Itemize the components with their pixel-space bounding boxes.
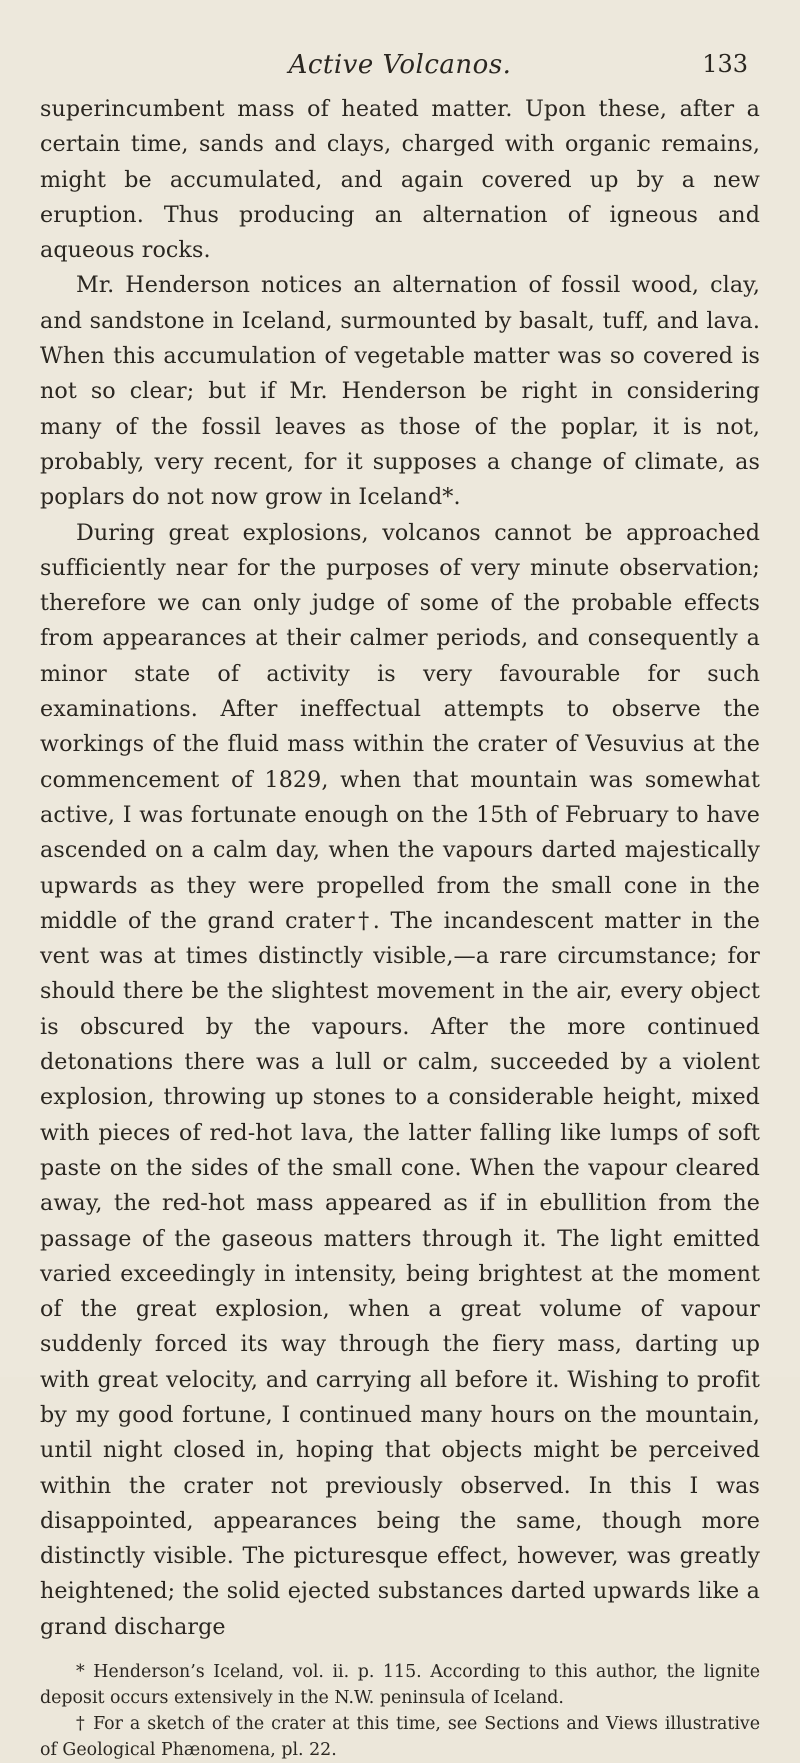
footnotes: [40, 1659, 760, 1763]
running-title: Active Volcanos.: [288, 50, 512, 80]
body-text: [40, 92, 760, 1645]
paragraph-explosions: During great explosions, volcanos cannot be approached sufficiently near for the purposes of very minute observation; therefore we can only judge of some of the probable effects from appearances at their calmer periods, and consequently a minor state of activity is very favourable for such examinations. After ineffectual attempts to observe the workings of the fluid mass within the crater of Vesuvius at the commencement of 1829, when that mountain was somewhat active, I was fortunate enough on the 15th of February to have ascended on a calm day, when the vapours darted majestically upwards as they were propelled from the small cone in the middle of the grand crater†. The incandescent matter in the vent was at times distinctly visible,—a rare circumstance; for should there be the slightest movement in the air, every object is obscured by the vapours. After the more continued detonations there was a lull or calm, succeeded by a violent explosion, throwing up stones to a considerable height, mixed with pieces of red-hot lava, the latter falling like lumps of soft paste on the sides of the small cone. When the vapour cleared away, the red-hot mass appeared as if in ebullition from the passage of the gaseous matters through it. The light emitted varied exceedingly in intensity, being brightest at the moment of the great explosion, when a great volume of vapour suddenly forced its way through the fiery mass, darting up with great velocity, and carrying all before it. Wishing to profit by my good fortune, I continued many hours on the mountain, until night closed in, hoping that objects might be perceived within the crater not previously observed. In this I was disappointed, appearances being the same, though more distinctly visible. The picturesque effect, however, was greatly heightened; the solid ejected substances darted upwards like a grand discharge: [40, 519, 760, 1640]
footnote-dagger: † For a sketch of the crater at this time, see Sections and Views illustrative of Geological Phænomena, pl. 22.: [40, 1714, 760, 1761]
running-header: [40, 50, 760, 84]
paragraph-continued: superincumbent mass of heated matter. Upon these, after a certain time, sands and clays, charged with organic remains, might be accumulated, and again covered up by a new eruption. Thus producing an alternation of igneous and aqueous rocks.: [40, 96, 760, 264]
page-number: 133: [702, 50, 748, 78]
footnote-spacer: [40, 1645, 760, 1659]
footnote-asterisk: * Henderson’s Iceland, vol. ii. p. 115. According to this author, the lignite deposit occurs extensively in the N.W. peninsula of Iceland.: [40, 1662, 760, 1709]
paragraph-henderson: Mr. Henderson notices an alternation of fossil wood, clay, and sandstone in Iceland, surmounted by basalt, tuff, and lava. When this accumulation of vegetable matter was so covered is not so clear; but if Mr. Henderson be right in considering many of the fossil leaves as those of the poplar, it is not, probably, very recent, for it supposes a change of climate, as poplars do not now grow in Iceland*.: [40, 272, 760, 511]
